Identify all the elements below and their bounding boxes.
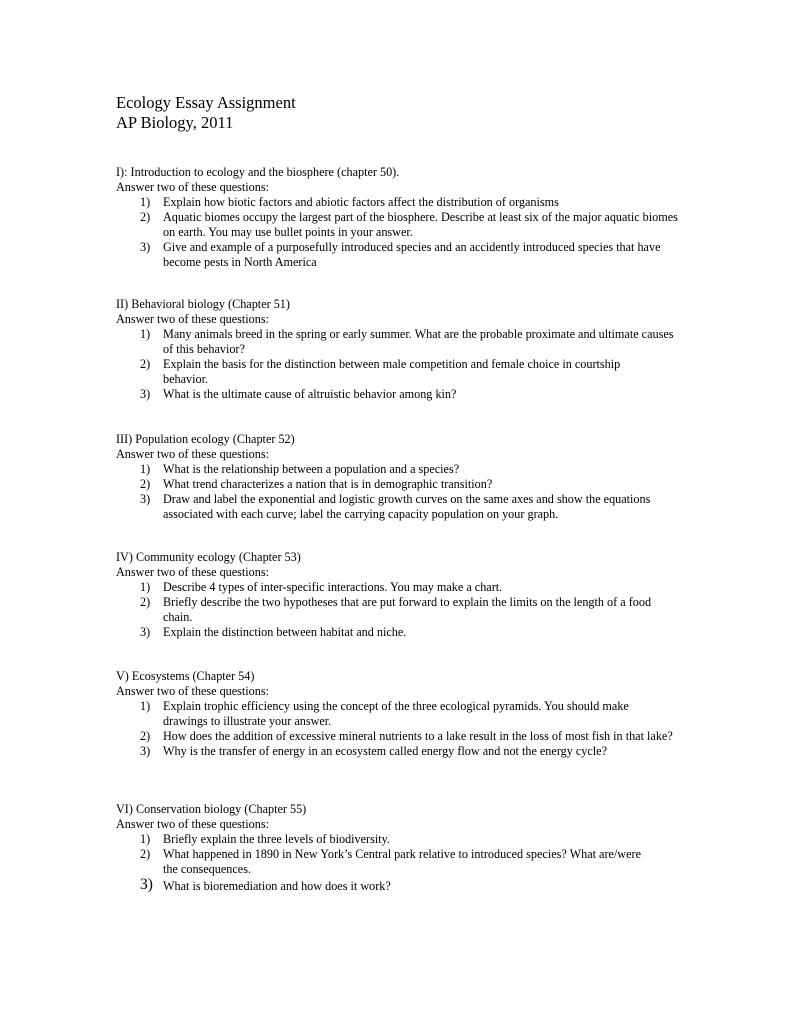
question-number: 3) — [140, 240, 151, 254]
question-item — [116, 729, 696, 744]
question-list — [116, 462, 696, 522]
section-heading: V) Ecosystems (Chapter 54) — [116, 669, 255, 683]
question-text: Draw and label the exponential and logistic growth curves on the same axes and show the equations associated with each curve; label the carrying capacity population on your graph. — [163, 492, 651, 521]
question-item — [116, 595, 696, 625]
question-text: How does the addition of excessive mineral nutrients to a lake result in the loss of most fish in that lake? — [163, 729, 673, 743]
question-list — [116, 580, 696, 640]
question-item — [116, 357, 696, 387]
question-list — [116, 699, 696, 759]
question-item — [116, 492, 696, 522]
question-number: 1) — [140, 699, 151, 713]
question-number: 1) — [140, 327, 151, 341]
section-community-ecology — [116, 550, 696, 640]
question-item — [116, 877, 696, 895]
question-number: 1) — [140, 462, 151, 476]
question-number: 3) — [140, 744, 151, 758]
question-number: 3) — [140, 876, 153, 893]
question-item — [116, 327, 696, 357]
question-text: Many animals breed in the spring or early summer. What are the probable proximate and ultimate causes of this behavior? — [163, 327, 674, 356]
section-population-ecology — [116, 432, 696, 522]
question-text: What trend characterizes a nation that is in demographic transition? — [163, 477, 493, 491]
section-heading: I): Introduction to ecology and the biosphere (chapter 50). — [116, 165, 400, 179]
question-number: 3) — [140, 387, 151, 401]
question-item — [116, 240, 696, 270]
question-list — [116, 832, 696, 895]
question-number: 2) — [140, 210, 151, 224]
section-ecosystems — [116, 669, 696, 759]
question-item — [116, 699, 696, 729]
question-list — [116, 195, 696, 270]
question-number: 2) — [140, 729, 151, 743]
question-number: 3) — [140, 492, 151, 506]
question-number: 2) — [140, 595, 151, 609]
question-number: 1) — [140, 580, 151, 594]
section-heading: II) Behavioral biology (Chapter 51) — [116, 297, 290, 311]
section-instruction: Answer two of these questions: — [116, 684, 269, 698]
question-item — [116, 477, 696, 492]
question-text: Aquatic biomes occupy the largest part of the biosphere. Describe at least six of the major aquatic biomes on earth. You may use bullet points in your answer. — [163, 210, 678, 239]
section-conservation-biology — [116, 802, 696, 895]
section-heading: VI) Conservation biology (Chapter 55) — [116, 802, 307, 816]
section-instruction: Answer two of these questions: — [116, 817, 269, 831]
section-instruction: Answer two of these questions: — [116, 312, 269, 326]
question-text: What happened in 1890 in New York’s Central park relative to introduced species? What are/were the consequences. — [163, 847, 641, 876]
question-text: What is the relationship between a population and a species? — [163, 462, 460, 476]
question-text: Describe 4 types of inter-specific interactions. You may make a chart. — [163, 580, 503, 594]
document-title: Ecology Essay Assignment — [116, 93, 296, 112]
question-text: Explain the basis for the distinction between male competition and female choice in courtship behavior. — [163, 357, 621, 386]
question-text: What is the ultimate cause of altruistic behavior among kin? — [163, 387, 457, 401]
question-text: Explain the distinction between habitat and niche. — [163, 625, 407, 639]
question-number: 1) — [140, 195, 151, 209]
question-text: What is bioremediation and how does it work? — [163, 879, 391, 893]
question-text: Explain trophic efficiency using the concept of the three ecological pyramids. You should make drawings to illustrate your answer. — [163, 699, 629, 728]
question-item — [116, 210, 696, 240]
question-item — [116, 744, 696, 759]
question-number: 2) — [140, 357, 151, 371]
question-list — [116, 327, 696, 402]
section-instruction: Answer two of these questions: — [116, 447, 269, 461]
question-item — [116, 832, 696, 847]
document-subtitle: AP Biology, 2011 — [116, 113, 234, 132]
question-text: Briefly explain the three levels of biodiversity. — [163, 832, 390, 846]
question-number: 2) — [140, 477, 151, 491]
section-instruction: Answer two of these questions: — [116, 180, 269, 194]
section-heading: IV) Community ecology (Chapter 53) — [116, 550, 301, 564]
section-instruction: Answer two of these questions: — [116, 565, 269, 579]
question-item — [116, 462, 696, 477]
question-item — [116, 580, 696, 595]
section-behavioral-biology — [116, 297, 696, 402]
question-number: 1) — [140, 832, 151, 846]
question-number: 3) — [140, 625, 151, 639]
question-text: Why is the transfer of energy in an ecosystem called energy flow and not the energy cycle? — [163, 744, 608, 758]
question-text: Give and example of a purposefully introduced species and an accidently introduced species that have become pests in North America — [163, 240, 661, 269]
section-heading: III) Population ecology (Chapter 52) — [116, 432, 295, 446]
question-number: 2) — [140, 847, 151, 861]
question-item — [116, 625, 696, 640]
section-introduction-ecology — [116, 165, 696, 270]
question-item — [116, 387, 696, 402]
question-item — [116, 195, 696, 210]
question-text: Explain how biotic factors and abiotic factors affect the distribution of organisms — [163, 195, 559, 209]
question-text: Briefly describe the two hypotheses that are put forward to explain the limits on the length of a food chain. — [163, 595, 652, 624]
question-item — [116, 847, 696, 877]
